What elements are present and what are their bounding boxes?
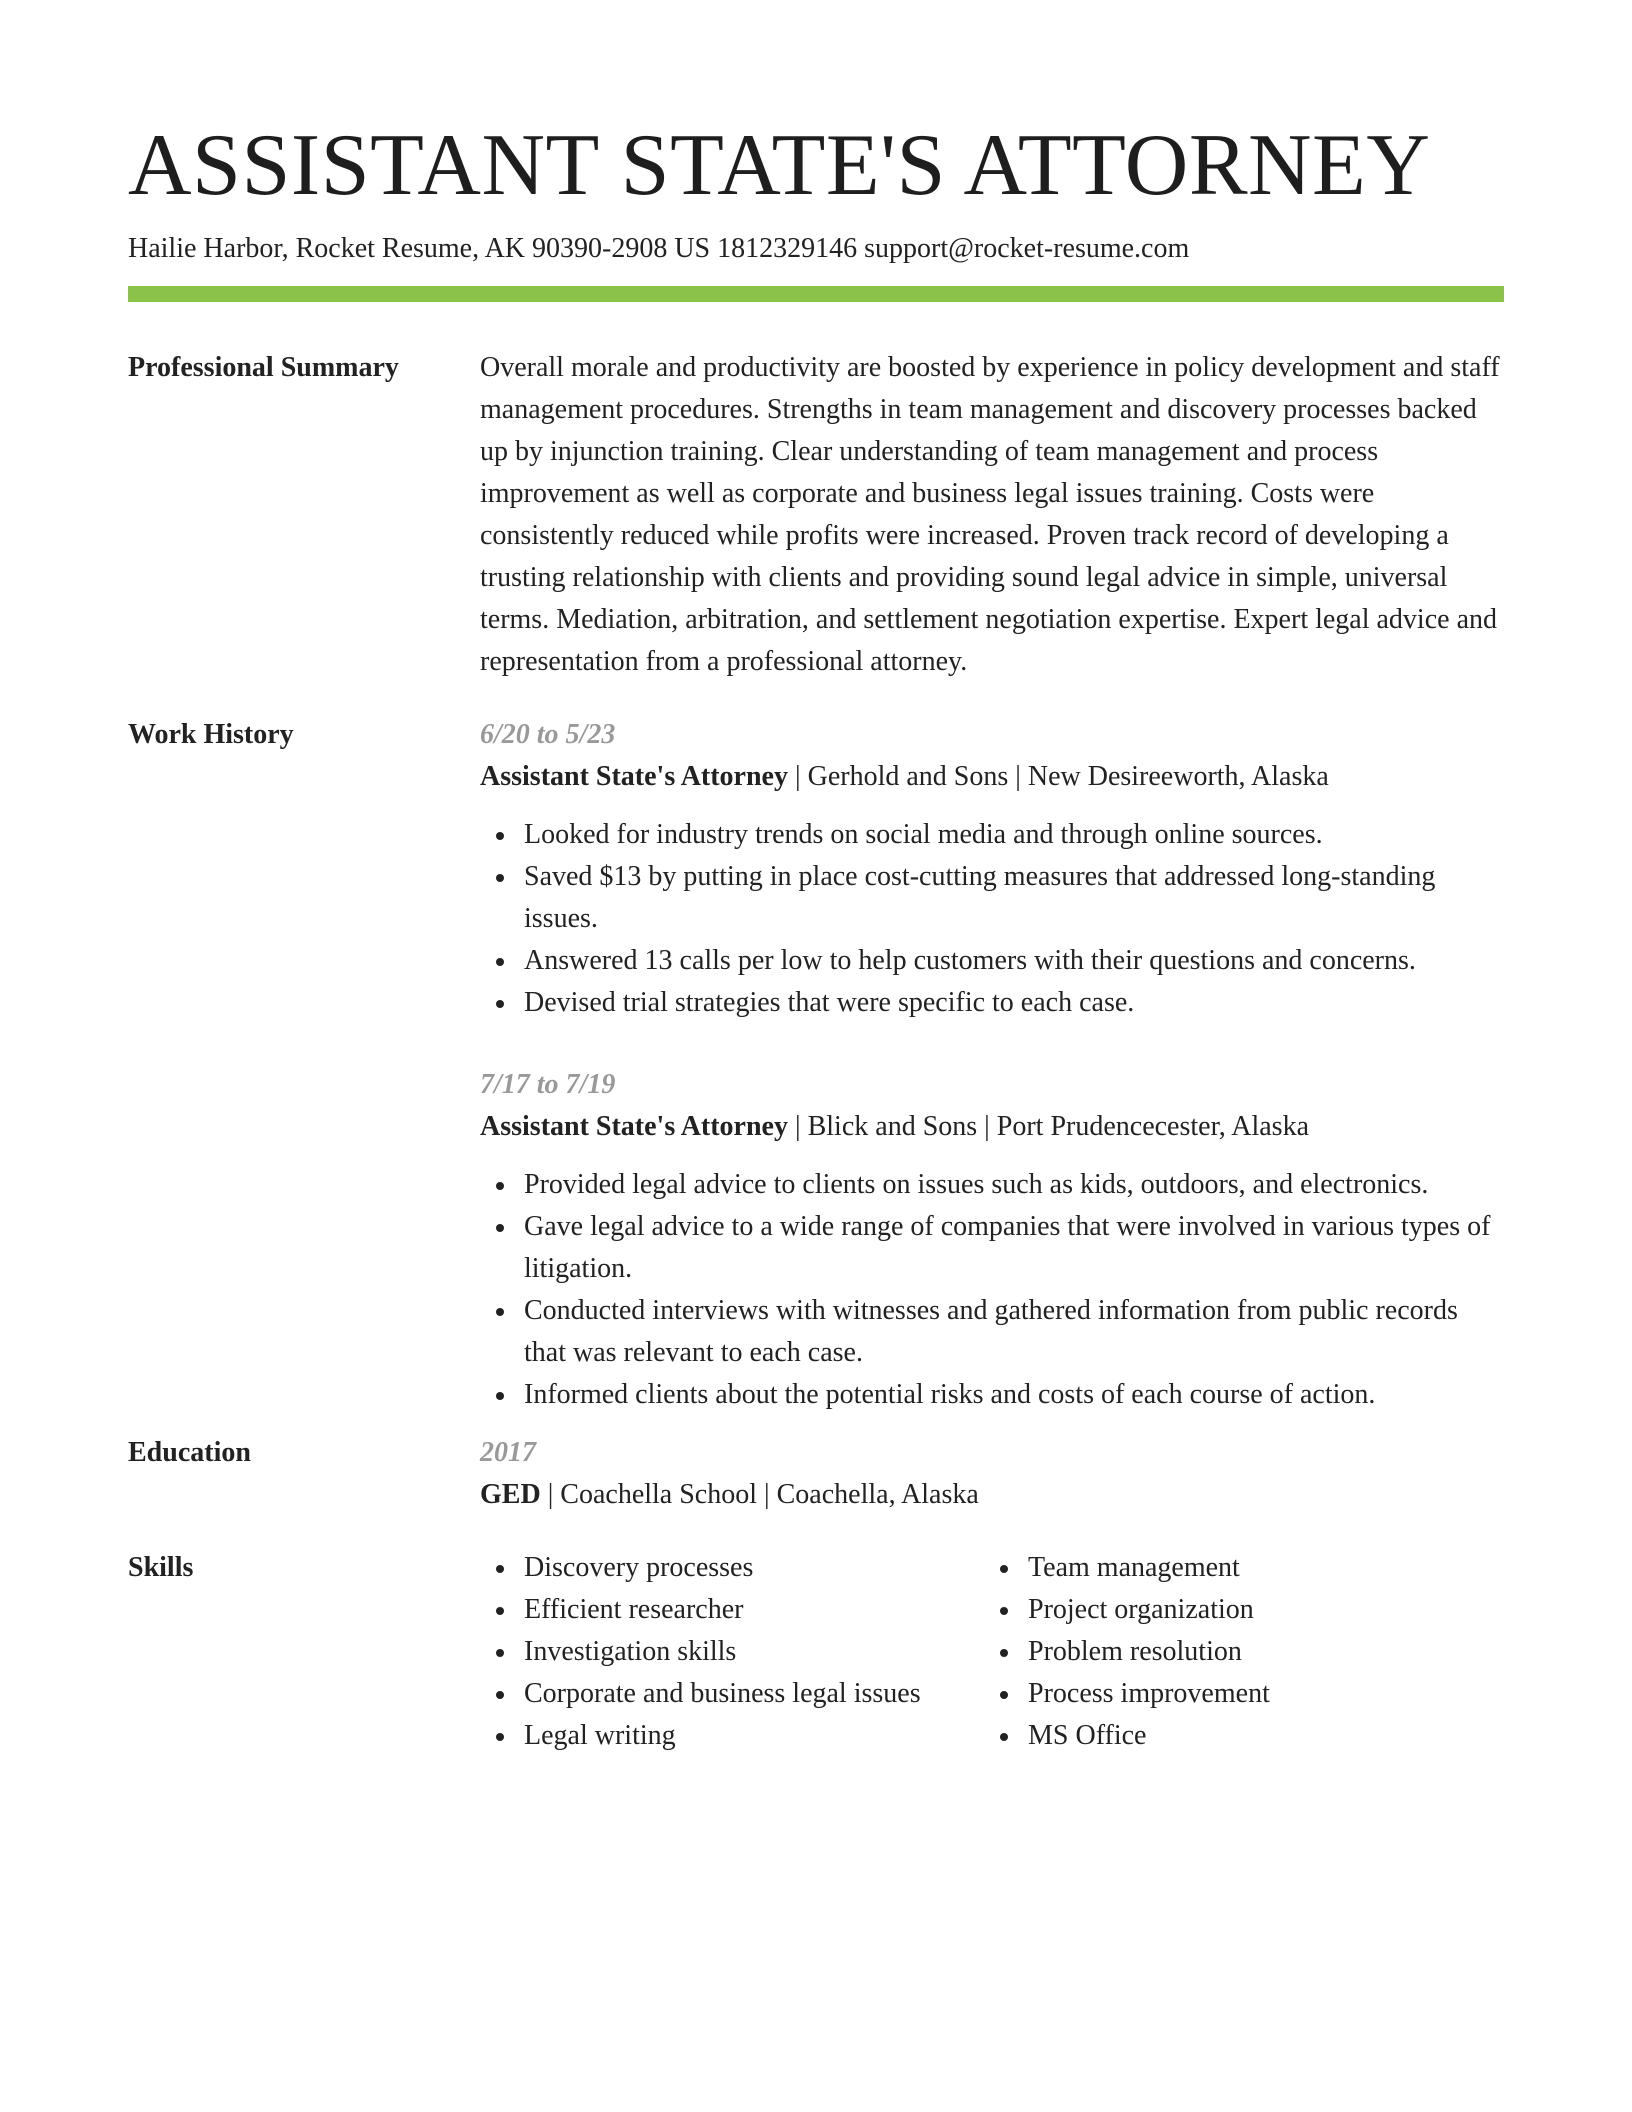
- job-heading: [480, 756, 1504, 798]
- education-degree: GED: [480, 1479, 541, 1510]
- contact-phone: 1812329146: [717, 233, 858, 264]
- job-dates: 6/20 to 5/23: [480, 719, 616, 750]
- skill-item: Process improvement: [1028, 1673, 1504, 1715]
- education-year: 2017: [480, 1437, 536, 1468]
- job-heading: [480, 1106, 1504, 1148]
- skill-item: Investigation skills: [524, 1631, 984, 1673]
- education-details: | Coachella School | Coachella, Alaska: [540, 1479, 979, 1510]
- skill-item: Problem resolution: [1028, 1631, 1504, 1673]
- contact-address: Hailie Harbor, Rocket Resume, AK 90390-2908 US: [128, 233, 711, 264]
- education-heading: Education: [128, 1437, 251, 1468]
- education-line: [480, 1474, 1504, 1516]
- skills-heading: Skills: [128, 1552, 194, 1583]
- job-title: Assistant State's Attorney: [480, 1111, 788, 1142]
- summary-body: [480, 347, 1504, 683]
- job-bullet: Informed clients about the potential risks and costs of each course of action.: [524, 1374, 1504, 1416]
- summary-heading: Professional Summary: [128, 352, 399, 383]
- job-bullet: Conducted interviews with witnesses and gathered information from public records that was relevant to each case.: [524, 1290, 1504, 1374]
- job-details: | Blick and Sons | Port Prudencecester, Alaska: [788, 1111, 1309, 1142]
- job-bullet: Gave legal advice to a wide range of companies that were involved in various types of litigation.: [524, 1206, 1504, 1290]
- education-body: [480, 1432, 1504, 1516]
- job-bullet: Looked for industry trends on social media and through online sources.: [524, 814, 1504, 856]
- job-bullet: Provided legal advice to clients on issues such as kids, outdoors, and electronics.: [524, 1164, 1504, 1206]
- header-divider: [128, 286, 1504, 302]
- skill-item: Project organization: [1028, 1589, 1504, 1631]
- job-bullets: [480, 1164, 1504, 1416]
- skills-list-right: [984, 1547, 1504, 1757]
- job-bullet: Answered 13 calls per low to help customers with their questions and concerns.: [524, 940, 1504, 982]
- job-bullet: Devised trial strategies that were specific to each case.: [524, 982, 1504, 1024]
- job-dates: 7/17 to 7/19: [480, 1069, 616, 1100]
- skill-item: Legal writing: [524, 1715, 984, 1757]
- job-bullets: [480, 814, 1504, 1024]
- job-title: Assistant State's Attorney: [480, 761, 788, 792]
- work-history-body: [480, 714, 1504, 1416]
- skill-item: Discovery processes: [524, 1547, 984, 1589]
- job-entry: [480, 1064, 1504, 1416]
- skills-body: [480, 1547, 1504, 1757]
- job-bullet: Saved $13 by putting in place cost-cutting measures that addressed long-standing issues.: [524, 856, 1504, 940]
- skill-item: Efficient researcher: [524, 1589, 984, 1631]
- resume-title: ASSISTANT STATE'S ATTORNEY: [128, 117, 1431, 214]
- job-details: | Gerhold and Sons | New Desireeworth, Alaska: [788, 761, 1329, 792]
- skill-item: MS Office: [1028, 1715, 1504, 1757]
- skills-column-left: [480, 1547, 984, 1757]
- work-history-heading: Work History: [128, 719, 294, 750]
- skill-item: Corporate and business legal issues: [524, 1673, 984, 1715]
- skill-item: Team management: [1028, 1547, 1504, 1589]
- skills-columns: [480, 1547, 1504, 1757]
- contact-line: [128, 230, 1189, 268]
- skills-list-left: [480, 1547, 984, 1757]
- job-entry: [480, 714, 1504, 1024]
- contact-email: support@rocket-resume.com: [864, 233, 1190, 264]
- summary-text: Overall morale and productivity are boosted by experience in policy development and staff management procedures. Strengths in team management and discovery processes backed up by injunction training. Clear understanding of team management and process improvement as well as corporate and business legal issues training. Costs were consistently reduced while profits were increased. Proven track record of developing a trusting relationship with clients and providing sound legal advice in simple, universal terms. Mediation, arbitration, and settlement negotiation expertise. Expert legal advice and representation from a professional attorney.: [480, 352, 1500, 677]
- skills-column-right: [984, 1547, 1504, 1757]
